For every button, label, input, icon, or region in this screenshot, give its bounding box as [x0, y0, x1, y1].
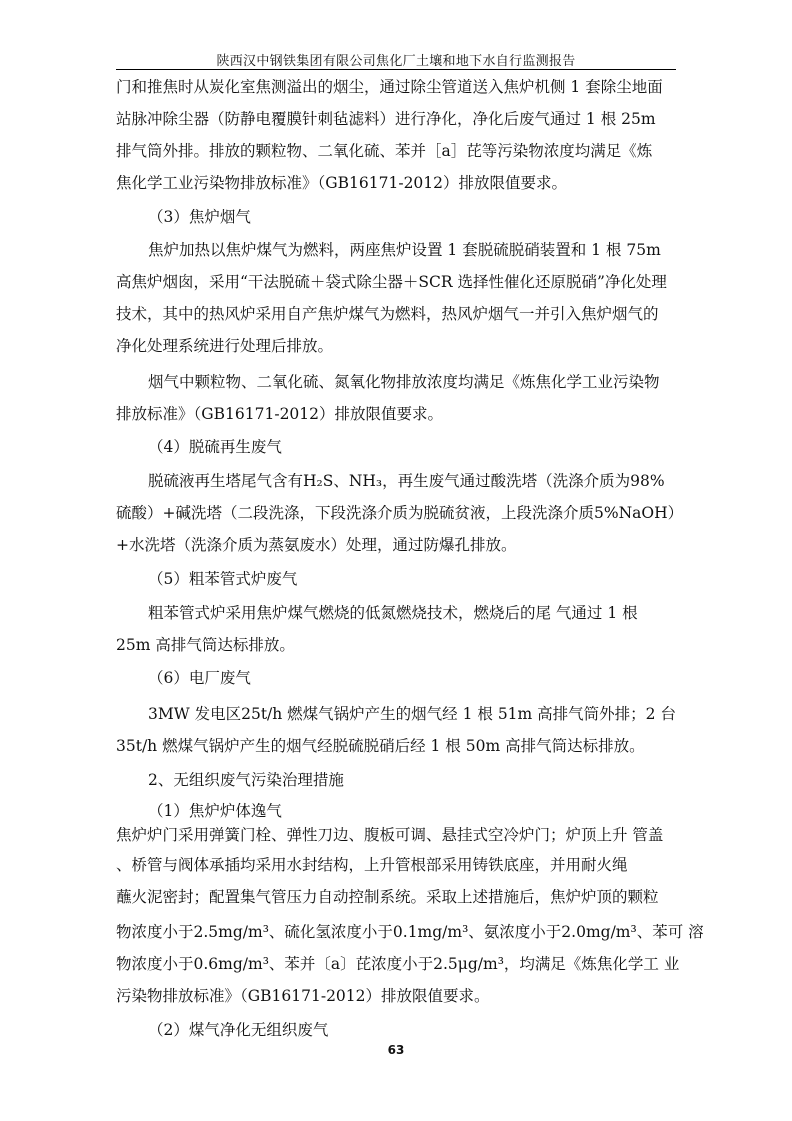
- paragraph-line: 烟气中颗粒物、二氧化硫、氮氧化物排放浓度均满足《炼焦化学工业污染物: [148, 373, 660, 391]
- paragraph-line: 脱硫液再生塔尾气含有H₂S、NH₃，再生废气通过酸洗塔（洗涤介质为98%: [148, 472, 665, 490]
- paragraph-line: 净化处理系统进行处理后排放。: [116, 337, 334, 355]
- paragraph-line: 门和推焦时从炭化室焦测溢出的烟尘，通过除尘管道送入焦炉机侧 1 套除尘地面: [116, 78, 663, 96]
- paragraph-line: 排放标准》（GB16171-2012）排放限值要求。: [116, 405, 444, 423]
- paragraph-line: 25m 高排气筒达标排放。: [116, 636, 295, 654]
- section-heading: （3）焦炉烟气: [148, 208, 251, 226]
- section-heading: （2）煤气净化无组织废气: [148, 1021, 329, 1039]
- section-heading: （5）粗苯管式炉废气: [148, 570, 298, 588]
- paragraph-line: 焦炉炉门采用弹簧门栓、弹性刀边、腹板可调、悬挂式空冷炉门；炉顶上升 管盖: [116, 826, 664, 844]
- paragraph-line: 排气筒外排。排放的颗粒物、二氧化硫、苯并［a］芘等污染物浓度均满足《炼: [116, 142, 653, 160]
- paragraph-line: 、桥管与阀体承插均采用水封结构，上升管根部采用铸铁底座，并用耐火绳: [116, 856, 628, 874]
- paragraph-line: 3MW 发电区25t/h 燃煤气锅炉产生的烟气经 1 根 51m 高排气筒外排；2 台: [148, 705, 676, 723]
- paragraph-line: 粗苯管式炉采用焦炉煤气燃烧的低氮燃烧技术，燃烧后的尾 气通过 1 根: [148, 604, 638, 622]
- paragraph-line: 技术，其中的热风炉采用自产焦炉煤气为燃料，热风炉烟气一并引入焦炉烟气的: [116, 305, 659, 323]
- paragraph-line: 物浓度小于0.6mg/m³、苯并〔a〕芘浓度小于2.5μg/m³，均满足《炼焦化学工 业: [116, 955, 680, 973]
- paragraph-line: 硫酸）+碱洗塔（二段洗涤，下段洗涤介质为脱硫贫液，上段洗涤介质5%NaOH）: [116, 504, 684, 522]
- paragraph-line: 焦炉加热以焦炉煤气为燃料，两座焦炉设置 1 套脱硫脱硝装置和 1 根 75m: [148, 241, 661, 259]
- paragraph-line: 站脉冲除尘器（防静电覆膜针刺毡滤料）进行净化，净化后废气通过 1 根 25m: [116, 110, 656, 128]
- page-number: 63: [387, 1043, 405, 1057]
- section-heading: （4）脱硫再生废气: [148, 438, 282, 456]
- paragraph-line: +水洗塔（洗涤介质为蒸氨废水）处理，通过防爆孔排放。: [116, 536, 517, 554]
- paragraph-line: 焦化学工业污染物排放标准》（GB16171-2012）排放限值要求。: [116, 174, 568, 192]
- section-heading: （6）电厂废气: [148, 669, 251, 687]
- paragraph-line: 物浓度小于2.5mg/m³、硫化氢浓度小于0.1mg/m³、氨浓度小于2.0mg/m³、苯可 溶: [116, 923, 704, 941]
- header-divider: [116, 69, 676, 70]
- paragraph-line: 污染物排放标准》（GB16171-2012）排放限值要求。: [116, 987, 490, 1005]
- section-heading: （1）焦炉炉体逸气: [148, 802, 282, 820]
- paragraph-line: 高焦炉烟囱，采用“干法脱硫＋袋式除尘器＋SCR 选择性催化还原脱硝”净化处理: [116, 273, 667, 291]
- section-heading: 2、无组织废气污染治理措施: [148, 771, 344, 789]
- paragraph-line: 蘸火泥密封；配置集气管压力自动控制系统。采取上述措施后，焦炉炉顶的颗粒: [116, 888, 659, 906]
- page-header: 陕西汉中钢铁集团有限公司焦化厂土壤和地下水自行监测报告: [216, 54, 576, 69]
- paragraph-line: 35t/h 燃煤气锅炉产生的烟气经脱硫脱硝后经 1 根 50m 高排气筒达标排放。: [116, 737, 645, 755]
